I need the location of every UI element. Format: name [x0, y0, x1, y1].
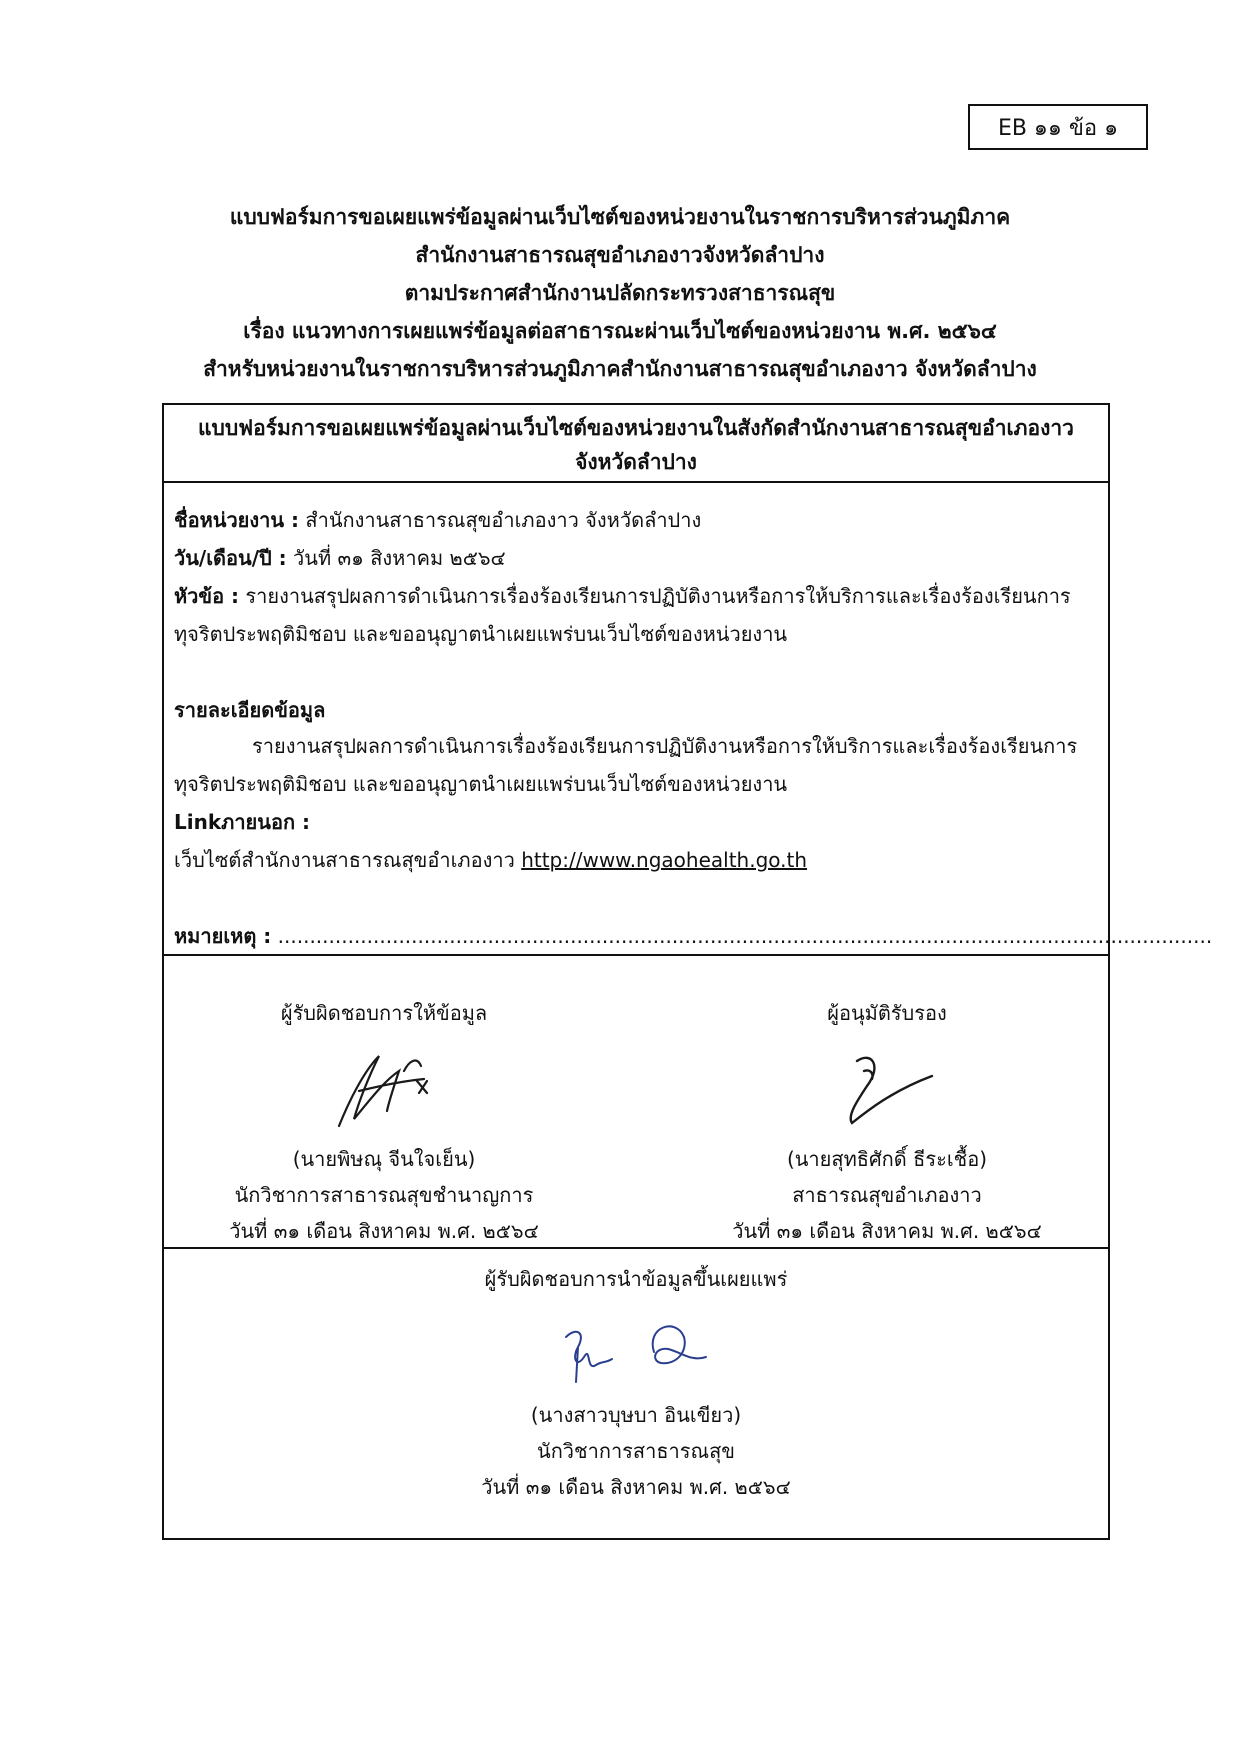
signer-name-left: (นายพิษณุ จีนใจเย็น)	[292, 1147, 476, 1171]
signature-right-image	[812, 1031, 962, 1141]
header-line-4: เรื่อง แนวทางการเผยแพร่ข้อมูลต่อสาธารณะผ่านเว็บไซต์ของหน่วยงาน พ.ศ. ๒๕๖๔	[243, 319, 997, 343]
unit-value: สำนักงานสาธารณสุขอำเภองาว จังหวัดลำปาง	[299, 508, 702, 532]
header-line-1: แบบฟอร์มการขอเผยแพร่ข้อมูลผ่านเว็บไซต์ของหน่วยงานในราชการบริหารส่วนภูมิภาค	[229, 205, 1011, 229]
form-table	[162, 403, 1213, 1540]
header-line-5: สำหรับหน่วยงานในราชการบริหารส่วนภูมิภาคสำนักงานสาธารณสุขอำเภองาว จังหวัดลำปาง	[203, 357, 1037, 381]
signer-role-left: ผู้รับผิดชอบการให้ข้อมูล	[280, 1001, 488, 1025]
divider-title	[164, 481, 1108, 483]
signer-date-left: วันที่ ๓๑ เดือน สิงหาคม พ.ศ. ๒๕๖๔	[229, 1219, 539, 1243]
topic-row	[174, 581, 1099, 611]
table-title-line-1: แบบฟอร์มการขอเผยแพร่ข้อมูลผ่านเว็บไซต์ของหน่วยงานในสังกัดสำนักงานสาธารณสุขอำเภองาว	[198, 416, 1074, 440]
unit-label: ชื่อหน่วยงาน :	[174, 508, 300, 532]
note-dots: ...................................................................................................................................................	[271, 924, 1213, 948]
document-code-box	[968, 104, 1148, 150]
signer-name-bottom: (นางสาวบุษบา อินเขียว)	[530, 1403, 742, 1427]
link-label: Linkภายนอก :	[174, 810, 311, 834]
divider-signatures	[164, 1247, 1108, 1249]
signer-date-bottom: วันที่ ๓๑ เดือน สิงหาคม พ.ศ. ๒๕๖๔	[481, 1475, 791, 1499]
date-value: วันที่ ๓๑ สิงหาคม ๒๕๖๔	[286, 546, 506, 570]
signer-name-right: (นายสุทธิศักดิ์ ธีระเชื้อ)	[786, 1147, 988, 1171]
signer-position-right: สาธารณสุขอำเภองาว	[792, 1183, 982, 1207]
date-row	[174, 543, 1099, 573]
detail-label: รายละเอียดข้อมูล	[174, 698, 326, 722]
link-heading	[174, 807, 1099, 837]
topic-value-line-1: รายงานสรุปผลการดำเนินการเรื่องร้องเรียนการปฏิบัติงานหรือการให้บริการและเรื่องร้องเรียนการ	[239, 584, 1071, 608]
link-prefix: เว็บไซต์สำนักงานสาธารณสุขอำเภองาว	[174, 848, 522, 872]
note-label: หมายเหตุ :	[174, 924, 272, 948]
document-code: EB ๑๑ ข้อ ๑	[997, 115, 1119, 141]
signer-role-bottom: ผู้รับผิดชอบการนำข้อมูลขึ้นเผยแพร่	[484, 1267, 788, 1291]
header-line-2: สำนักงานสาธารณสุขอำเภองาวจังหวัดลำปาง	[415, 243, 825, 267]
table-title-line-2: จังหวัดลำปาง	[575, 450, 697, 474]
divider-note	[164, 954, 1108, 956]
note-row	[174, 921, 1213, 951]
signer-position-bottom: นักวิชาการสาธารณสุข	[537, 1439, 735, 1463]
signer-position-left: นักวิชาการสาธารณสุขชำนาญการ	[234, 1183, 534, 1207]
signer-date-right: วันที่ ๓๑ เดือน สิงหาคม พ.ศ. ๒๕๖๔	[732, 1219, 1042, 1243]
signature-left-image	[309, 1031, 459, 1141]
signature-block-bottom	[164, 1261, 1108, 1505]
header-line-3: ตามประกาศสำนักงานปลัดกระทรวงสาธารณสุข	[404, 281, 836, 305]
signature-bottom-image	[536, 1297, 736, 1397]
signer-role-right: ผู้อนุมัติรับรอง	[827, 1001, 947, 1025]
detail-line-1: รายงานสรุปผลการดำเนินการเรื่องร้องเรียนการปฏิบัติงานหรือการให้บริการและเรื่องร้องเรียนการ	[252, 734, 1078, 758]
signature-block-right	[682, 995, 1092, 1249]
topic-value-line-2: ทุจริตประพฤติมิชอบ และขออนุญาตนำเผยแพร่บนเว็บไซต์ของหน่วยงาน	[174, 622, 788, 646]
detail-line-2: ทุจริตประพฤติมิชอบ และขออนุญาตนำเผยแพร่บนเว็บไซต์ของหน่วยงาน	[174, 772, 788, 796]
signature-block-left	[194, 995, 574, 1249]
detail-heading	[174, 695, 1099, 725]
website-link[interactable]: http://www.ngaohealth.go.th	[521, 848, 808, 872]
unit-row	[174, 505, 1099, 535]
date-label: วัน/เดือน/ปี :	[174, 546, 287, 570]
topic-label: หัวข้อ :	[174, 584, 240, 608]
link-row	[174, 845, 1099, 875]
